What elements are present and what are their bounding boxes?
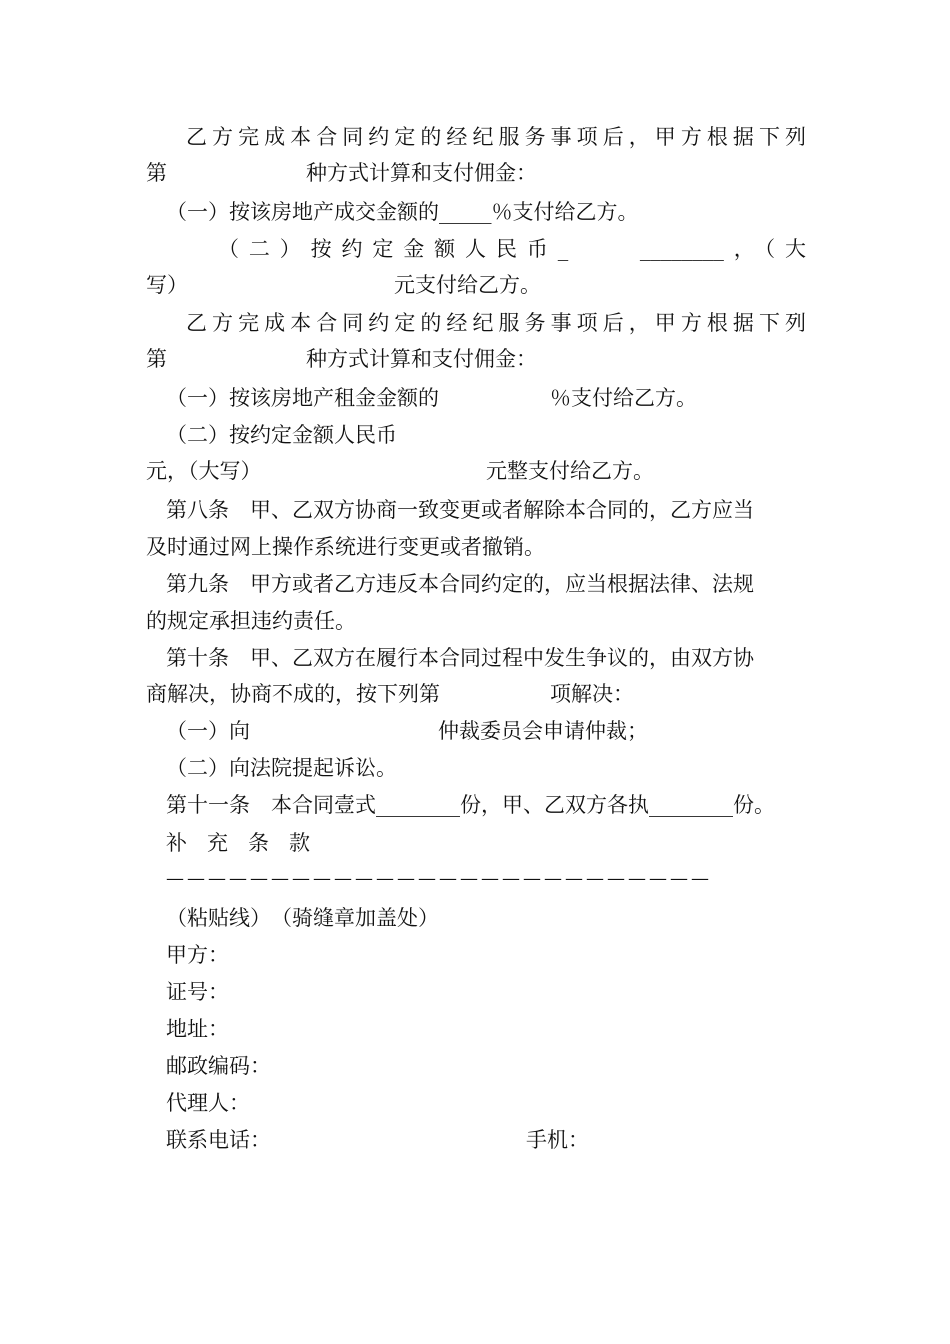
sale-percentage-suffix: ％支付给乙方。 xyxy=(491,200,639,224)
article-8-line-1: 第八条 甲、乙双方协商一致变更或者解除本合同的，乙方应当 xyxy=(166,498,754,522)
rent-commission-method-text: 种方式计算和支付佣金： xyxy=(306,347,537,371)
sale-percentage-blank: _____ xyxy=(439,200,492,224)
article-11 xyxy=(166,790,775,820)
arbitration-option-suffix: 仲裁委员会申请仲裁； xyxy=(438,719,648,743)
agent-label: 代理人： xyxy=(166,1091,250,1115)
rent-amount-words-suffix: 元整支付给乙方。 xyxy=(486,459,654,483)
supplementary-terms-heading: 补充条款 xyxy=(166,831,330,855)
litigation-option: （二）向法院提起诉讼。 xyxy=(166,756,397,780)
article-10-line-2-suffix: 项解决： xyxy=(550,682,634,706)
copies-each-blank: ________ xyxy=(649,793,733,817)
sale-amount-words-suffix: 元支付给乙方。 xyxy=(394,273,541,297)
address-label: 地址： xyxy=(166,1017,229,1041)
article-9-line-2: 的规定承担违约责任。 xyxy=(146,609,356,633)
paste-line-divider: —————————————————————————— xyxy=(166,868,712,889)
party-a-label: 甲方： xyxy=(166,943,229,967)
article-8-line-2: 及时通过网上操作系统进行变更或者撤销。 xyxy=(146,535,545,559)
rent-amount-words-label: 元，（大写） xyxy=(146,459,262,483)
arbitration-option-label: （一）向 xyxy=(166,719,250,743)
commission-method-text: 种方式计算和支付佣金： xyxy=(306,161,537,185)
sale-percentage-option xyxy=(166,197,639,227)
sale-fixed-amount-option: （二）按约定金额人民币_ ________，（大 xyxy=(218,237,806,261)
article-10-line-1: 第十条 甲、乙双方在履行本合同过程中发生争议的，由双方协 xyxy=(166,646,754,670)
rent-fixed-amount-option: （二）按约定金额人民币 xyxy=(166,423,397,447)
rent-percentage-suffix: ％支付给乙方。 xyxy=(550,386,697,410)
article-9-line-1: 第九条 甲方或者乙方违反本合同约定的，应当根据法律、法规 xyxy=(166,572,754,596)
rent-percentage-label: （一）按该房地产租金金额的 xyxy=(166,386,439,410)
contact-phone-label: 联系电话： xyxy=(166,1128,271,1152)
commission-clause-intro: 乙方完成本合同约定的经纪服务事项后，甲方根据下列 xyxy=(186,125,806,149)
article-11-middle: 份，甲、乙双方各执 xyxy=(460,793,649,817)
article-10-line-2: 商解决，协商不成的，按下列第 xyxy=(146,682,440,706)
article-11-suffix: 份。 xyxy=(733,793,775,817)
rent-commission-method-label: 第 xyxy=(146,347,167,371)
rent-commission-clause-intro: 乙方完成本合同约定的经纪服务事项后，甲方根据下列 xyxy=(186,311,806,335)
copies-total-blank: ________ xyxy=(376,793,460,817)
paste-line-note: （粘贴线） （骑缝章加盖处） xyxy=(166,906,439,930)
article-11-label: 第十一条 本合同壹式 xyxy=(166,793,376,817)
commission-method-label: 第 xyxy=(146,161,167,185)
postal-code-label: 邮政编码： xyxy=(166,1054,271,1078)
mobile-label: 手机： xyxy=(526,1128,589,1152)
sale-percentage-label: （一）按该房地产成交金额的 xyxy=(166,200,439,224)
id-number-label: 证号： xyxy=(166,980,229,1004)
sale-amount-words-label: 写） xyxy=(146,273,188,297)
